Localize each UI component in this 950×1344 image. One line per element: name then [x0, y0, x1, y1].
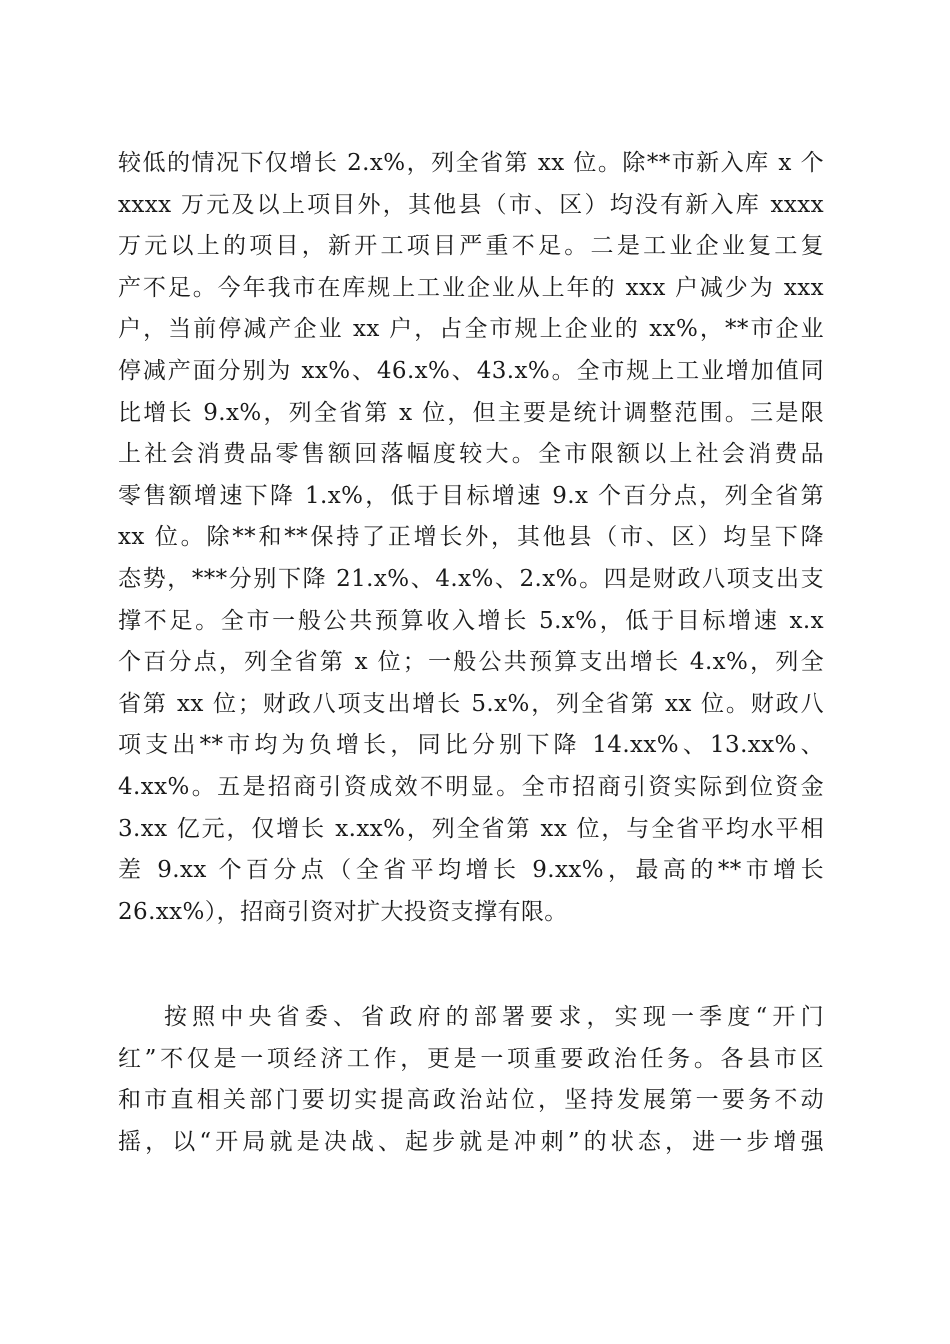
text-line: 撑不足。全市一般公共预算收入增长 5.x%，低于目标增速 x.x	[118, 607, 824, 634]
text-line: 3.xx 亿元，仅增长 x.xx%，列全省第 xx 位，与全省平均水平相	[118, 815, 824, 842]
text-line: 4.xx%。五是招商引资成效不明显。全市招商引资实际到位资金	[118, 773, 824, 800]
text-line: 26.xx%），招商引资对扩大投资支撑有限。	[118, 898, 568, 925]
text-line: 和市直相关部门要切实提高政治站位，坚持发展第一要务不动	[118, 1087, 824, 1114]
paragraph-deployment-requirements	[118, 997, 824, 1163]
text-line: 个百分点，列全省第 x 位；一般公共预算支出增长 4.x%，列全	[118, 649, 824, 676]
text-line: 省第 xx 位；财政八项支出增长 5.x%，列全省第 xx 位。财政八	[118, 690, 824, 717]
text-line: 态势，***分别下降 21.x%、4.x%、2.x%。四是财政八项支出支	[118, 565, 824, 592]
text-line: xx 位。除**和**保持了正增长外，其他县（市、区）均呈下降	[118, 524, 824, 551]
text-line: 户，当前停减产企业 xx 户，占全市规上企业的 xx%，**市企业	[118, 316, 824, 343]
text-line: 比增长 9.x%，列全省第 x 位，但主要是统计调整范围。三是限	[118, 399, 824, 426]
text-line: 停减产面分别为 xx%、46.x%、43.x%。全市规上工业增加值同	[118, 357, 824, 384]
text-line: 摇，以“开局就是决战、起步就是冲刺”的状态，进一步增强	[118, 1128, 824, 1155]
text-line: 红”不仅是一项经济工作，更是一项重要政治任务。各县市区	[118, 1045, 824, 1072]
text-line: 万元以上的项目，新开工项目严重不足。二是工业企业复工复	[118, 233, 824, 260]
text-line: 产不足。今年我市在库规上工业企业从上年的 xxx 户减少为 xxx	[118, 274, 824, 301]
text-line: xxxx 万元及以上项目外，其他县（市、区）均没有新入库 xxxx	[118, 191, 824, 218]
text-line: 零售额增速下降 1.x%，低于目标增速 9.x 个百分点，列全省第	[118, 482, 824, 509]
text-line: 按照中央省委、省政府的部署要求，实现一季度“开门	[164, 1004, 824, 1030]
text-line: 上社会消费品零售额回落幅度较大。全市限额以上社会消费品	[118, 441, 824, 468]
paragraph-economic-analysis	[118, 143, 824, 933]
text-line: 较低的情况下仅增长 2.x%，列全省第 xx 位。除**市新入库 x 个	[118, 150, 824, 176]
text-line: 差 9.xx 个百分点（全省平均增长 9.xx%，最高的**市增长	[118, 857, 824, 884]
text-line: 项支出**市均为负增长，同比分别下降 14.xx%、13.xx%、	[118, 732, 824, 759]
